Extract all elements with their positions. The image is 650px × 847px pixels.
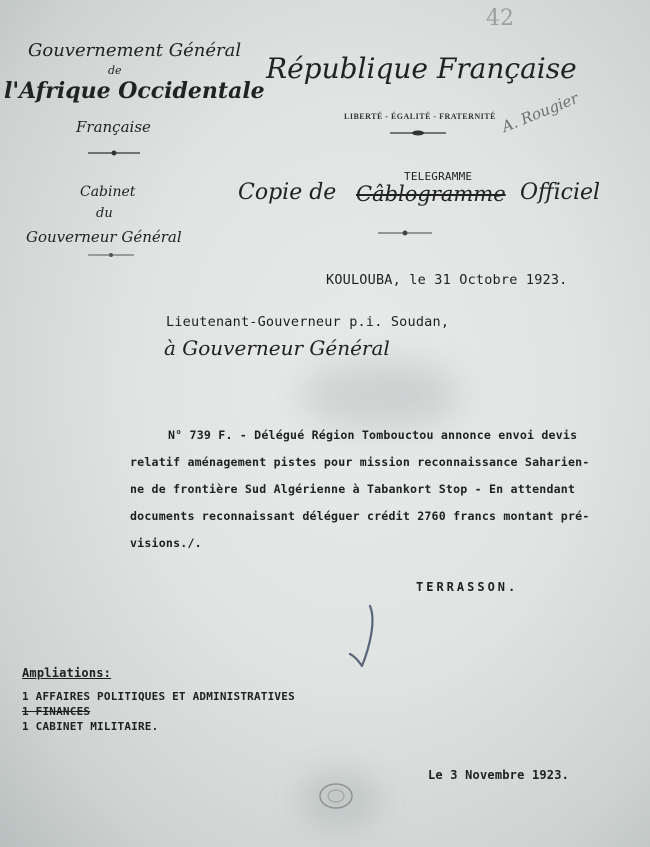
corner-number: 42 (486, 6, 514, 31)
pencil-annotation: A. Rougier (499, 89, 581, 136)
ampliation-item: 1 AFFAIRES POLITIQUES ET ADMINISTRATIVES (22, 690, 295, 703)
place-date: KOULOUBA, le 31 Octobre 1923. (326, 272, 568, 288)
stain (300, 360, 460, 430)
signature: TERRASSON. (416, 580, 519, 594)
ampliations-heading: Ampliations: (22, 666, 112, 680)
copy-label: Copie de (238, 180, 337, 205)
gov-line-4: Française (76, 118, 151, 136)
body-line: visions./. (130, 536, 202, 550)
ampliation-item: 1 CABINET MILITAIRE. (22, 720, 159, 733)
body-line: ne de frontière Sud Algérienne à Tabankort Stop - En attendant (130, 482, 576, 496)
ornament-divider (86, 250, 136, 260)
ornament-divider (86, 148, 142, 158)
body-line: N° 739 F. - Délégué Région Tombouctou annonce envoi devis (168, 428, 578, 442)
telegram-label: TELEGRAMME (404, 170, 473, 183)
motto: LIBERTÉ - ÉGALITÉ - FRATERNITÉ (344, 112, 496, 121)
footer-date: Le 3 Novembre 1923. (428, 768, 570, 782)
ornament-divider (388, 128, 448, 138)
body-line: relatif aménagement pistes pour mission reconnaissance Saharien- (130, 455, 590, 469)
gov-line-1: Gouvernement Général (28, 40, 242, 61)
gov-line-2: de (108, 64, 122, 77)
pen-check-mark (340, 600, 380, 680)
ampliation-item: 1 FINANCES (22, 705, 91, 718)
republic-title: République Française (266, 52, 577, 85)
ornament-divider (376, 228, 434, 238)
stamp-mark (316, 780, 356, 812)
official-label: Officiel (520, 180, 601, 205)
cabinet-line-3: Gouverneur Général (26, 228, 182, 246)
sender: Lieutenant-Gouverneur p.i. Soudan, (166, 314, 450, 330)
body-line: documents reconnaissant déléguer crédit 2760 francs montant pré- (130, 509, 590, 523)
cabinet-line-1: Cabinet (80, 184, 136, 200)
gov-line-3: l'Afrique Occidentale (4, 78, 265, 104)
cabinet-line-2: du (96, 206, 113, 221)
struck-word: Câblogramme (356, 182, 506, 206)
recipient: à Gouverneur Général (164, 336, 390, 360)
